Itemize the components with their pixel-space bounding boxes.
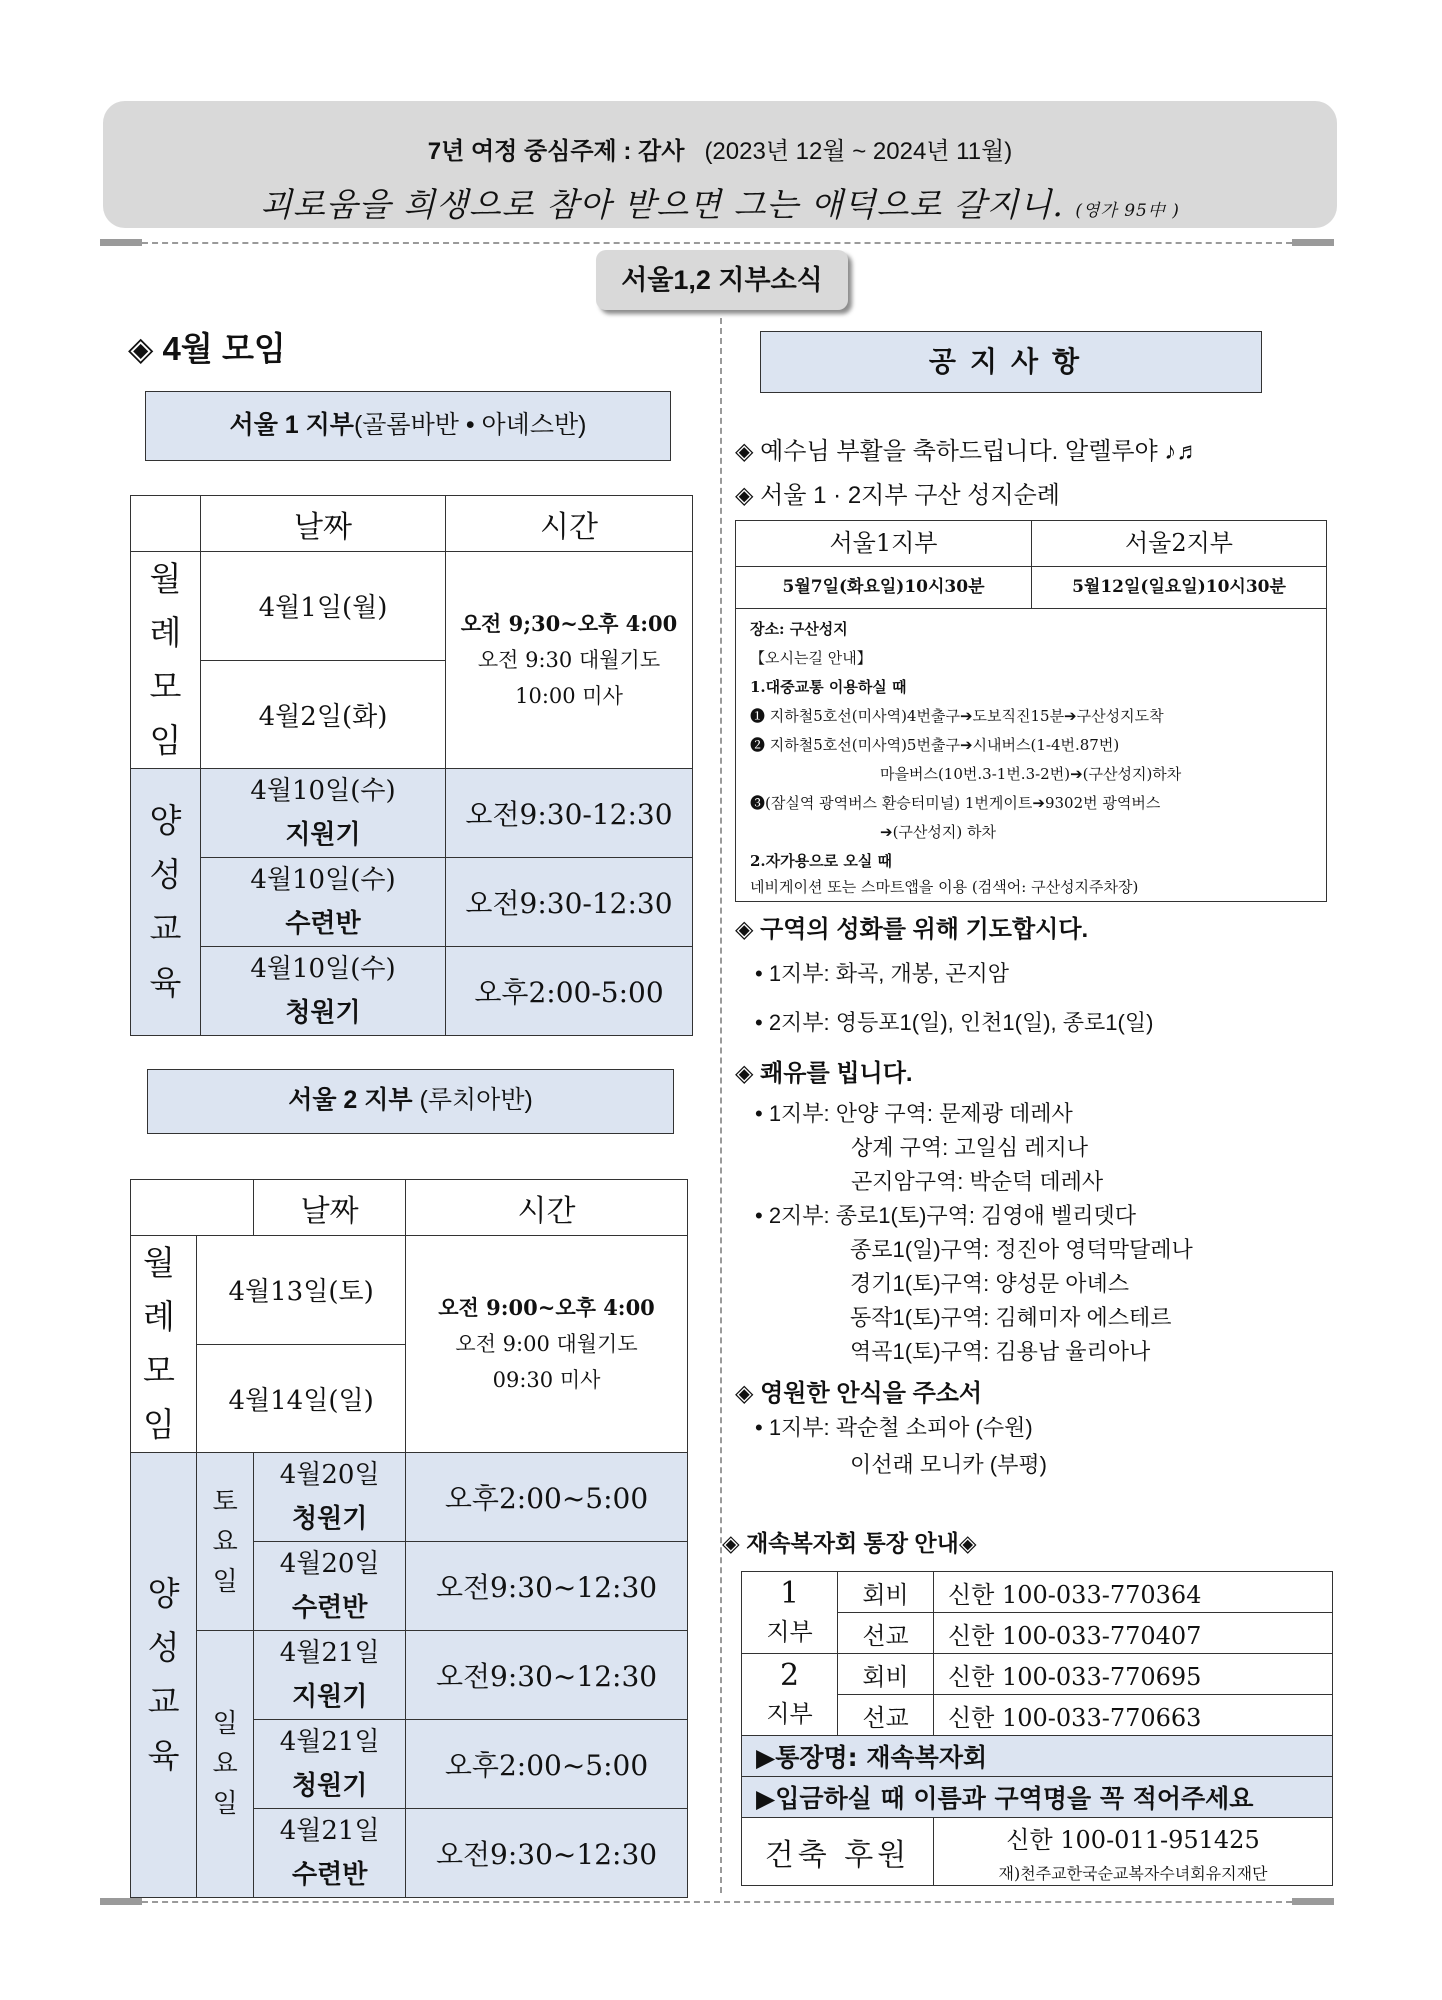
healing-item: 곤지암구역: 박순덕 데레사 — [851, 1169, 1104, 1194]
label-char: 례 — [149, 613, 182, 652]
time-line: 오전 9;30~오후 4:00 — [460, 611, 678, 636]
deposit-note: ▶입금하실 때 이름과 구역명을 꼭 적어주세요 — [742, 1777, 1333, 1818]
formation-time: 오전9:30-12:30 — [446, 769, 693, 858]
formation-date — [201, 769, 446, 858]
group-text: 수련반 — [291, 1860, 368, 1890]
repose-title: ◈ 영원한 안식을 주소서 — [735, 1380, 983, 1407]
monthly-meeting-label — [131, 1236, 197, 1453]
formation-time: 오전9:30~12:30 — [406, 1542, 688, 1631]
branch-word: 지부 — [766, 1699, 813, 1728]
sunday-label — [197, 1631, 254, 1898]
label-char: 양 — [147, 1574, 180, 1613]
directions-title: 【오시는길 안내】 — [750, 649, 872, 667]
route-1: ❶ 지하철5호선(미사역)4번출구➔도보직진15분➔구산성지도착 — [750, 707, 1164, 725]
date-text: 4월20일 — [279, 1549, 380, 1579]
branch1-label — [742, 1572, 838, 1654]
mission-label: 선교 — [838, 1613, 934, 1654]
building-support-label: 건축 후원 — [742, 1818, 934, 1886]
verse-text: 괴로움을 희생으로 참아 받으면 그는 애덕으로 갈지니. — [260, 185, 1064, 224]
pilgrimage-col1-header: 서울1지부 — [736, 521, 1032, 567]
meeting-heading: ◈ 4월 모임 — [128, 330, 286, 367]
formation-label — [131, 769, 201, 1036]
verse-reference: (영가 95中 ) — [1075, 201, 1180, 221]
label-char: 육 — [147, 1736, 180, 1775]
fee-label: 회비 — [838, 1572, 934, 1613]
label-char: 임 — [149, 721, 182, 760]
formation-date — [254, 1631, 406, 1720]
label-char: 일 — [212, 1789, 238, 1819]
formation-time: 오후2:00-5:00 — [446, 947, 693, 1036]
pilgrimage-date1: 5월7일(화요일)10시30분 — [736, 567, 1032, 609]
label-char: 월 — [143, 1243, 175, 1282]
public-transport-title: 1.대중교통 이용하실 때 — [750, 678, 907, 696]
date-header: 날짜 — [254, 1180, 406, 1236]
easter-greeting: ◈ 예수님 부활을 축하드립니다. 알렐루야 ♪♬ — [735, 438, 1201, 465]
healing-item: 동작1(토)구역: 김혜미자 에스테르 — [850, 1305, 1172, 1330]
time-line: 오전 9:00~오후 4:00 — [438, 1295, 655, 1320]
seoul2-title-classes: (루치아반) — [419, 1086, 533, 1114]
bank-title: ◈ 재속복자회 통장 안내◈ — [722, 1530, 977, 1556]
formation-time: 오전9:30-12:30 — [446, 858, 693, 947]
seoul2-title-box — [147, 1069, 674, 1134]
healing-item: 역곡1(토)구역: 김용남 율리아나 — [850, 1339, 1151, 1364]
date-text: 4월10일(수) — [250, 954, 396, 984]
group-text: 청원기 — [291, 1771, 368, 1801]
time-line: 09:30 미사 — [492, 1368, 601, 1392]
formation-time: 오전9:30~12:30 — [406, 1809, 688, 1898]
seoul1-title: 서울 1 지부 — [229, 411, 354, 439]
label-char: 요 — [212, 1526, 238, 1557]
formation-time: 오전9:30~12:30 — [406, 1631, 688, 1720]
branch-word: 지부 — [766, 1617, 813, 1646]
group-text: 청원기 — [285, 998, 361, 1028]
healing-title: ◈ 쾌유를 빕니다. — [735, 1060, 913, 1087]
mission-label: 선교 — [838, 1695, 934, 1736]
corner-cell — [131, 1180, 254, 1236]
group-text: 지원기 — [285, 820, 361, 850]
formation-date — [254, 1453, 406, 1542]
label-char: 성 — [147, 1628, 180, 1667]
time-header: 시간 — [446, 496, 693, 552]
saturday-label — [197, 1453, 254, 1631]
car-title: 2.자가용으로 오실 때 — [750, 852, 893, 870]
monthly-time — [406, 1236, 688, 1453]
theme-period: (2023년 12월 ~ 2024년 11월) — [704, 138, 1013, 165]
seoul2-schedule-table — [130, 1179, 688, 1898]
prayer-branch2: • 2지부: 영등포1(일), 인천1(일), 종로1(일) — [755, 1010, 1154, 1035]
route-3b: ➔(구산성지) 하차 — [880, 823, 996, 841]
pilgrimage-date2: 5월12일(일요일)10시30분 — [1032, 567, 1326, 609]
date-text: 4월21일 — [279, 1638, 380, 1668]
group-text: 수련반 — [291, 1593, 368, 1623]
label-char: 모 — [149, 667, 182, 706]
formation-date — [254, 1542, 406, 1631]
fee-label: 회비 — [838, 1654, 934, 1695]
seoul1-title-classes: (골롬바반 • 아녜스반) — [353, 411, 587, 439]
monthly-date: 4월13일(토) — [197, 1236, 406, 1345]
pilgrimage-col2-header: 서울2지부 — [1032, 521, 1326, 567]
label-char: 성 — [149, 855, 182, 894]
seoul1-title-box — [145, 391, 671, 461]
healing-item: 종로1(일)구역: 정진아 영덕막달레나 — [850, 1237, 1193, 1262]
label-char: 임 — [143, 1405, 175, 1444]
label-char: 요 — [212, 1749, 238, 1779]
date-text: 4월21일 — [279, 1816, 380, 1846]
divider-cap-left — [100, 239, 142, 246]
monthly-date: 4월14일(일) — [197, 1344, 406, 1453]
date-text: 4월10일(수) — [250, 776, 396, 806]
pilgrimage-box — [735, 520, 1327, 902]
prayer-branch1: • 1지부: 화곡, 개봉, 곤지암 — [755, 961, 1009, 986]
account-name-note: ▶통장명: 재속복자회 — [742, 1736, 1333, 1777]
building-account-number: 신한 100-011-951425 — [1006, 1825, 1260, 1854]
label-char: 일 — [212, 1566, 238, 1597]
branch-number: 1 — [779, 1575, 800, 1611]
formation-date — [254, 1809, 406, 1898]
pilgrimage-title: ◈ 서울 1 · 2지부 구산 성지순례 — [735, 482, 1060, 509]
repose-item: 이선래 모니카 (부평) — [850, 1452, 1047, 1477]
building-account-holder: 재)천주교한국순교복자수녀회유지재단 — [998, 1863, 1268, 1883]
time-header: 시간 — [406, 1180, 688, 1236]
group-text: 수련반 — [285, 909, 361, 939]
monthly-date: 4월1일(월) — [201, 552, 446, 661]
label-char: 교 — [149, 909, 182, 948]
bottom-cap-left — [100, 1898, 142, 1905]
bank-account-table — [741, 1571, 1333, 1886]
verse-line — [103, 179, 1337, 226]
time-line: 오전 9:30 대월기도 — [477, 648, 661, 672]
monthly-meeting-label — [131, 552, 201, 769]
prayer-title: ◈ 구역의 성화를 위해 기도합시다. — [735, 916, 1089, 943]
time-line: 오전 9:00 대월기도 — [455, 1332, 638, 1356]
monthly-date: 4월2일(화) — [201, 660, 446, 769]
bottom-divider — [142, 1901, 1292, 1903]
pilgrimage-place: 장소: 구산성지 — [750, 620, 848, 638]
notice-title: 공지사항 — [760, 331, 1262, 393]
branch2-label — [742, 1654, 838, 1736]
monthly-time — [446, 552, 693, 769]
group-text: 지원기 — [291, 1682, 368, 1712]
branch-number: 2 — [779, 1657, 800, 1693]
column-divider — [720, 318, 722, 1893]
section-title: 서울1,2 지부소식 — [596, 250, 848, 310]
date-text: 4월10일(수) — [250, 865, 396, 895]
label-char: 례 — [143, 1297, 175, 1336]
repose-item: • 1지부: 곽순철 소피아 (수원) — [755, 1415, 1033, 1440]
label-char: 일 — [212, 1709, 238, 1739]
building-account — [934, 1818, 1333, 1886]
theme-line — [103, 131, 1337, 166]
label-char: 월 — [149, 559, 182, 598]
label-char: 토 — [212, 1486, 238, 1517]
account-number: 신한 100-033-770364 — [934, 1572, 1333, 1613]
top-divider — [142, 242, 1292, 244]
route-2b: 마을버스(10번.3-1번.3-2번)➔(구산성지)하차 — [880, 765, 1182, 783]
account-number: 신한 100-033-770663 — [934, 1695, 1333, 1736]
bottom-cap-right — [1292, 1898, 1334, 1905]
formation-date — [201, 858, 446, 947]
theme-label: 7년 여정 중심주제 : 감사 — [427, 138, 685, 165]
seoul1-schedule-table — [130, 495, 693, 1036]
date-header: 날짜 — [201, 496, 446, 552]
account-number: 신한 100-033-770407 — [934, 1613, 1333, 1654]
route-3a: ❸(잠실역 광역버스 환승터미널) 1번게이트➔9302번 광역버스 — [750, 794, 1161, 812]
formation-label — [131, 1453, 197, 1898]
formation-date — [201, 947, 446, 1036]
label-char: 모 — [143, 1351, 175, 1390]
group-text: 청원기 — [291, 1504, 368, 1534]
formation-time: 오후2:00~5:00 — [406, 1720, 688, 1809]
healing-item: 경기1(토)구역: 양성문 아녜스 — [850, 1271, 1129, 1296]
formation-date — [254, 1720, 406, 1809]
label-char: 육 — [149, 963, 182, 1002]
seoul2-title: 서울 2 지부 — [288, 1086, 413, 1114]
car-directions: 네비게이션 또는 스마트앱을 이용 (검색어: 구산성지주차장) — [750, 878, 1139, 896]
route-2a: ❷ 지하철5호선(미사역)5번출구➔시내버스(1-4번.87번) — [750, 736, 1120, 754]
date-text: 4월20일 — [279, 1460, 380, 1490]
label-char: 교 — [147, 1682, 180, 1721]
label-char: 양 — [149, 801, 182, 840]
date-text: 4월21일 — [279, 1727, 380, 1757]
formation-time: 오후2:00~5:00 — [406, 1453, 688, 1542]
header-banner — [103, 101, 1337, 228]
divider-cap-right — [1292, 239, 1334, 246]
healing-item: • 2지부: 종로1(토)구역: 김영애 벨리뎃다 — [755, 1203, 1137, 1228]
healing-item: • 1지부: 안양 구역: 문제광 데레사 — [755, 1101, 1073, 1126]
corner-cell — [131, 496, 201, 552]
healing-item: 상계 구역: 고일심 레지나 — [851, 1135, 1088, 1160]
account-number: 신한 100-033-770695 — [934, 1654, 1333, 1695]
time-line: 10:00 미사 — [515, 684, 623, 708]
